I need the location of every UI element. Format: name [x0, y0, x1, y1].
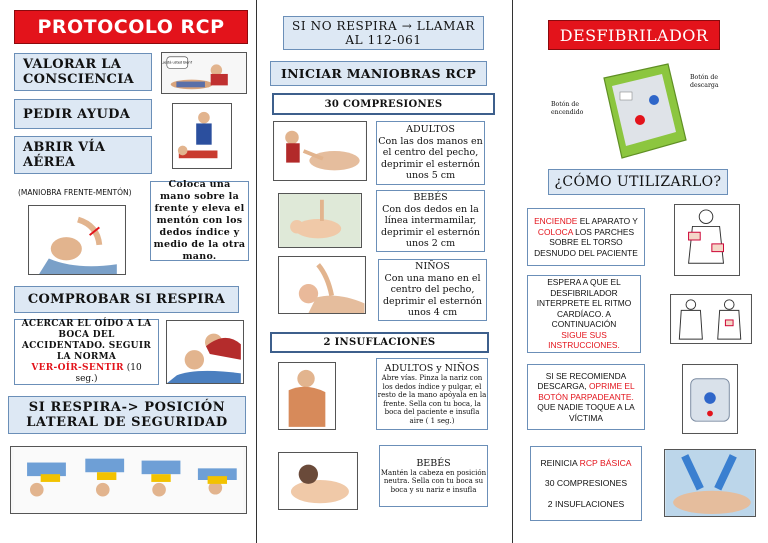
- ninos-compresion-illustration: [278, 256, 366, 314]
- pedir-ayuda-illustration: [172, 103, 232, 169]
- insuflaciones-header: 2 INSUFLACIONES: [270, 332, 489, 353]
- desfibrilador-title: DESFIBRILADOR: [548, 20, 720, 50]
- adultos-insuflacion-illustration: [278, 362, 336, 430]
- reinicia-word: REINICIA: [540, 458, 578, 469]
- step4-insuflaciones: 2 INSUFLACIONES: [547, 498, 625, 509]
- maniobra-illustration: [28, 205, 126, 275]
- bebes-box: [376, 190, 485, 252]
- ninos-text: Con una mano en el centro del pecho, deprimir el esternón unos 4 cm: [382, 272, 483, 319]
- adultos-title: ADULTOS: [406, 124, 455, 136]
- step3-text: [530, 371, 642, 424]
- comprobar-illustration: [166, 320, 244, 384]
- bebes-text: Con dos dedos en la línea intermamilar, deprimir el esternón unos 2 cm: [380, 203, 481, 250]
- ninos-title: NIÑOS: [415, 261, 450, 273]
- maniobra-caption: (MANIOBRA FRENTE-MENTÓN): [18, 188, 132, 197]
- step3-illustration: [682, 364, 738, 434]
- step3-part-b: QUE NADIE TOQUE A LA VÍCTIMA: [537, 402, 635, 423]
- compresiones-header: 30 COMPRESIONES: [272, 93, 495, 115]
- segundos-text: (10 seg.): [75, 363, 142, 384]
- bebes2-text: Mantén la cabeza en posición neutra. Sella con tu boca su boca y su nariz e insufla: [380, 468, 487, 494]
- valorar-consciencia-box: VALORAR LA CONSCIENCIA: [14, 53, 152, 91]
- step3-red-text: OPRIME EL BOTÓN PARPADEANTE.: [538, 381, 635, 402]
- posicion-lateral-illustration: [10, 446, 247, 514]
- bebes-insuflacion-illustration: [278, 452, 358, 510]
- no-respira-box: SI NO RESPIRA → LLAMAR AL 112-061: [283, 16, 484, 50]
- bebes2-title: BEBÉS: [416, 457, 451, 469]
- step4-compresiones: 30 COMPRESIONES: [544, 478, 628, 489]
- adultos-compresion-illustration: [273, 121, 367, 181]
- adultos-ninos-title: ADULTOS y NIÑOS: [384, 363, 480, 374]
- step1-part-b: LOS PARCHES SOBRE EL TORSO DESNUDO DEL PACIENTE: [534, 226, 638, 258]
- step1-text: [530, 216, 642, 258]
- como-utilizarlo-box: ¿CÓMO UTILIZARLO?: [548, 169, 728, 195]
- ver-oir-sentir: VER-OÍR-SENTIR: [31, 363, 124, 373]
- boton-descarga-label: Botón de descarga: [690, 74, 719, 89]
- step4-box: [530, 446, 642, 521]
- step2-box: [527, 275, 641, 353]
- step1-box: [527, 208, 645, 266]
- ver-oir-line: [19, 363, 154, 385]
- step3-part-a: SI SE RECOMIENDA DESCARGA,: [537, 370, 627, 392]
- pedir-ayuda-box: PEDIR AYUDA: [14, 99, 152, 129]
- adultos-box: [376, 121, 485, 185]
- step2-illustration: [670, 294, 752, 344]
- acercar-text: ACERCAR EL OÍDO A LA BOCA DEL ACCIDENTADO. SEGUIR LA NORMA: [21, 319, 152, 362]
- iniciar-maniobras-box: INICIAR MANIOBRAS RCP: [270, 61, 487, 86]
- bubble-text: ¿está usted bien?: [162, 60, 193, 65]
- bebes-insuflacion-box: [379, 445, 488, 507]
- rcp-basica: RCP BÁSICA: [579, 458, 632, 469]
- step2-red-text: SIGUE SUS INSTRUCCIONES.: [548, 329, 620, 351]
- enciende-word: ENCIENDE: [534, 216, 578, 226]
- valorar-illustration: [161, 52, 247, 94]
- boton-encendido-label: Botón de encendido: [551, 101, 584, 116]
- acercar-oido-box: [14, 319, 159, 385]
- adultos-ninos-text: Abre vías. Pinza la nariz con los dedos índice y pulgar, el resto de la mano apóyala en la frente. Sella con tu boca, la boca del paciente e insufla aire ( 1 seg.): [377, 374, 487, 425]
- comprobar-respira-box: COMPROBAR SI RESPIRA: [14, 286, 239, 313]
- step2-text: ESPERA A QUE EL DESFIBRILADOR INTERPRETE EL RITMO CARDÍACO. A CONTINUACIÓN: [536, 277, 632, 330]
- bebes-compresion-illustration: [278, 193, 362, 248]
- coloca-mano-box: Coloca una mano sobre la frente y eleva el mentón con los dedos índice y medio de la otra mano.: [150, 181, 249, 261]
- ninos-box: [378, 259, 487, 321]
- step3-box: [527, 364, 645, 430]
- adultos-text: Con las dos manos en el centro del pecho, deprimir el esternón unos 5 cm: [378, 135, 483, 182]
- aed-device-illustration: [598, 60, 692, 162]
- coloca-word: COLOCA: [537, 226, 573, 237]
- adultos-ninos-box: [376, 358, 488, 430]
- step1-illustration: [674, 204, 740, 276]
- posicion-lateral-box: SI RESPIRA-> POSICIÓN LATERAL DE SEGURIDAD: [8, 396, 246, 434]
- abrir-via-aerea-box: ABRIR VÍA AÉREA: [14, 136, 152, 174]
- protocolo-title: PROTOCOLO RCP: [14, 10, 248, 44]
- step4-illustration: [664, 449, 756, 517]
- reinicia-line: [540, 458, 631, 468]
- column-divider-1: [256, 0, 257, 543]
- step1-part-a: EL APARATO Y: [577, 216, 638, 226]
- bebes-title: BEBÉS: [413, 192, 448, 204]
- column-divider-2: [512, 0, 513, 543]
